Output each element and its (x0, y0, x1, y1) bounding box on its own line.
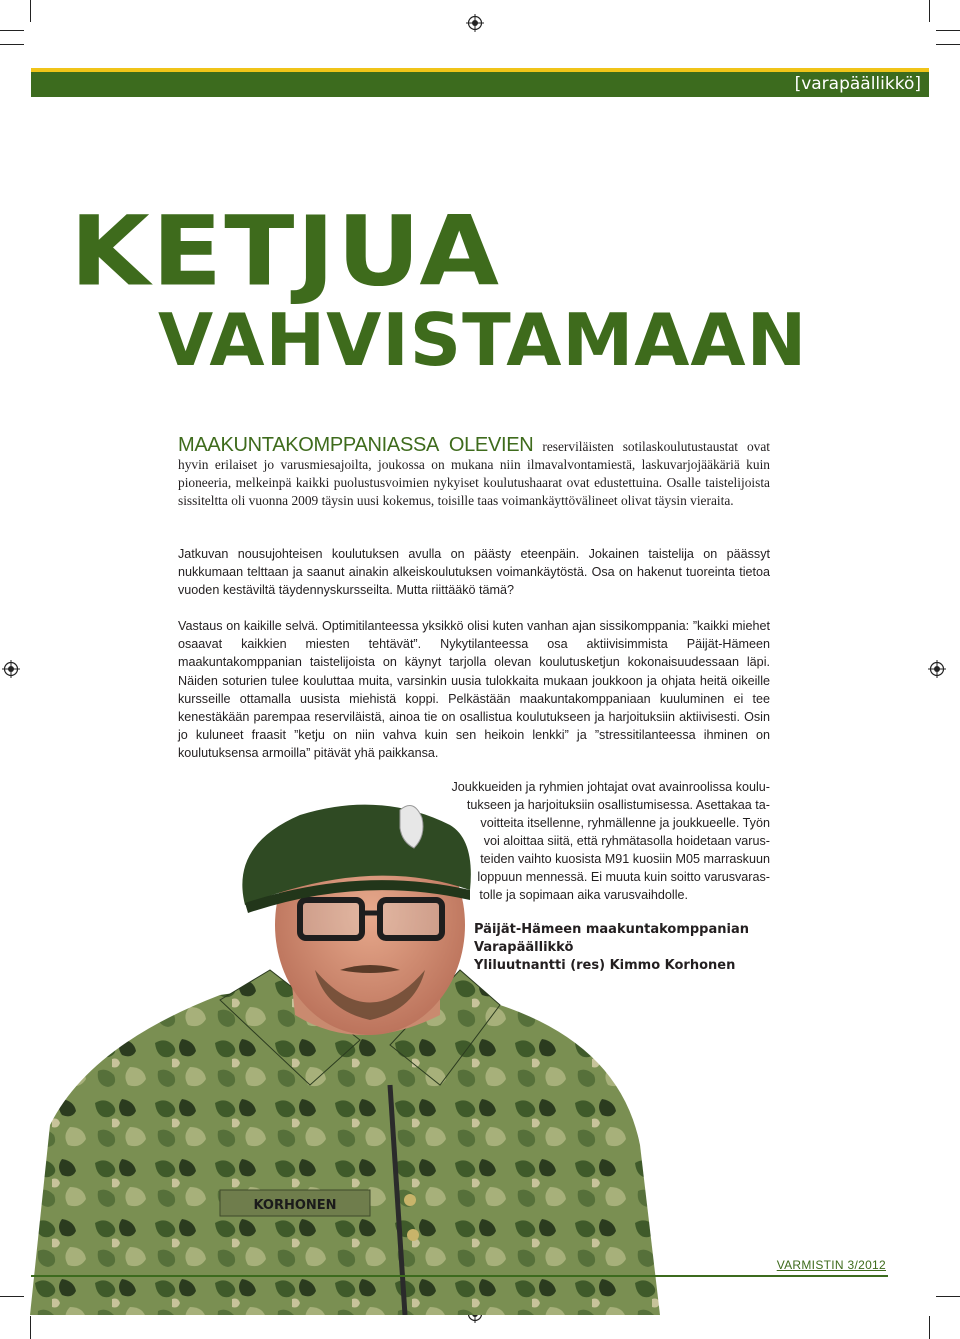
signature-line-1: Päijät-Hämeen maakuntakomppanian (474, 922, 749, 937)
quote-line: loppuun mennessä. Ei muuta kuin soitto varusvaras- (477, 870, 770, 884)
crop-mark (30, 0, 31, 22)
intro-text: reserviläisten sotilaskoulutustaustat ovat hyvin erilaiset jo varusmiesajoilta, joukossa on mukana niin ilmavalvontamiestä, laskuvarjojääkäriä kuin pioneeria, melkeinpä kaikki puolustusvoimien nykyiset koulutushaarat ovat edustettuina. Osalle taistelijoista sissiteltta oli vuonna 2009 täysin uusi kokemus, toisille taas voimankäyttövälineet olivat täysin vieraita. (178, 439, 770, 508)
crop-mark (30, 1316, 31, 1339)
signature-line-3: Yliluutnantti (res) Kimmo Korhonen (474, 958, 736, 973)
registration-mark-icon (928, 660, 946, 678)
body-paragraph-2: Jatkuvan nousujohteisen koulutuksen avulla on päästy eteenpäin. Jokainen taistelija on päässyt nukkumaan telttaan ja saanut ainakin alkeiskoulutuksen voimankäytöstä. Osa on hakenut tuoreinta tietoa vuoden kestäviltä täydennyskursseilta. Mutta riittääkö tämä? (178, 547, 770, 598)
quote-line: voitteita itsellenne, ryhmällenne ja joukkueelle. Työn (480, 816, 770, 830)
headline-line-2: VAHVISTAMAAN (158, 298, 808, 382)
portrait-photo (30, 795, 670, 1315)
crop-mark (936, 44, 960, 45)
footer-rule (31, 1275, 888, 1277)
registration-mark-icon (466, 14, 484, 32)
signature-line-2: Varapäällikkö (474, 940, 574, 955)
crop-mark (929, 1316, 930, 1339)
header-band (31, 68, 929, 97)
crop-mark (0, 44, 24, 45)
glasses-right (380, 900, 442, 938)
quote-line: tolle ja sopimaan aika varusvaihdolle. (479, 888, 688, 902)
issue-label: VARMISTIN 3/2012 (776, 1258, 886, 1272)
crop-mark (0, 30, 24, 31)
registration-mark-icon (2, 660, 20, 678)
intro-lead: MAAKUNTAKOMPPANIASSA OLEVIEN (178, 434, 534, 456)
crop-mark (0, 1296, 24, 1297)
quote-line: voi aloittaa siitä, että ryhmätasolla hoidetaan varus- (483, 834, 770, 848)
quote-line: Joukkueiden ja ryhmien johtajat ovat avainroolissa koulu- (451, 780, 770, 794)
quote-line: teiden vaihto kuosista M91 kuosiin M05 marraskuun (480, 852, 770, 866)
quote-line: tukseen ja harjoituksiin osallistumisessa. Asettakaa ta- (466, 798, 770, 812)
crop-mark (936, 1296, 960, 1297)
headline-line-1: KETJUA (70, 196, 502, 308)
section-label: [varapäällikkö] (794, 74, 921, 94)
intro-paragraph (178, 436, 770, 510)
crop-mark (936, 30, 960, 31)
glasses-left (300, 900, 362, 938)
crop-mark (929, 0, 930, 22)
body-paragraph-3: Vastaus on kaikille selvä. Optimitilanteessa yksikkö olisi kuten vanhan ajan sissikomppania: ”kaikki miehet osaavat kaikkien miesten tehtävät”. Nykytilanteessa osa aktiivisimmista Päijät-Hämeen maakuntakomppanian taistelijoista on käynyt tarjolla olevan koulutusketjun kokonaisuudessaan läpi. Näiden soturien tulee kouluttaa muita, varsinkin uusia tulokkaita mukaan joukkoon ja ohjata heitä oikeille kursseille ottamalla uusista miehistä koppi. Pelkästään maakuntakomppaniaan kuuluminen ei tee kenestäkään parempaa reserviläistä, ainoa tie on osallistua koulutukseen ja harjoituksiin aktiivisesti. Osin jo kuluneet fraasit ”ketju on niin vahva kuin sen heikoin lenkki” ja ”stressitilanteessa ihminen on koulutuksensa armoilla” pitävät yhä paikkansa. (178, 619, 770, 761)
name-tape-label: KORHONEN (253, 1198, 337, 1213)
